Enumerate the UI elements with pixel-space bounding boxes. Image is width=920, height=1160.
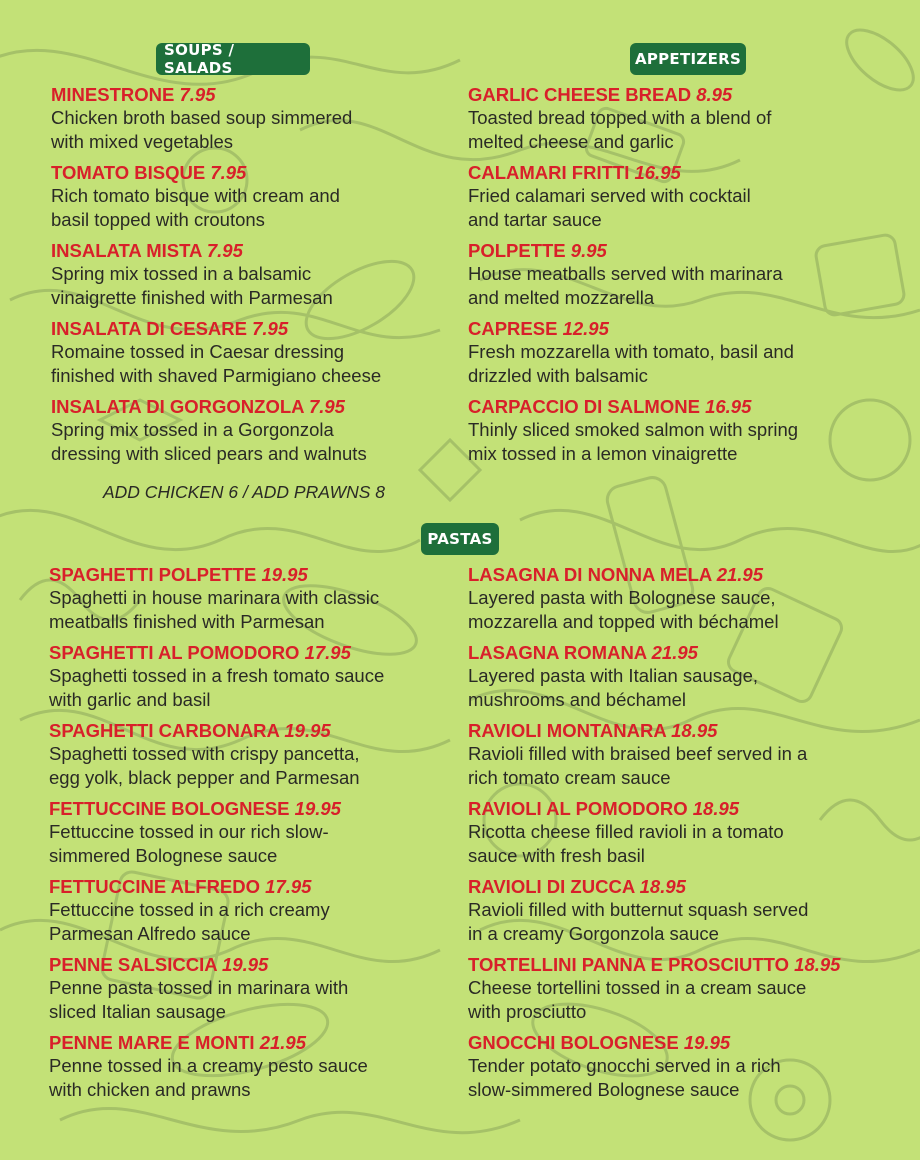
menu-item-name: CALAMARI FRITTI [468, 162, 630, 183]
menu-item-name: INSALATA MISTA [51, 240, 202, 261]
menu-item-name: CAPRESE [468, 318, 558, 339]
menu-item-description-line: Romaine tossed in Caesar dressing [51, 341, 345, 362]
menu-item-title [51, 162, 381, 184]
menu-item-description-line: egg yolk, black pepper and Parmesan [49, 766, 360, 788]
menu-item-description-line: Rich tomato bisque with cream and [51, 185, 340, 206]
menu-item-price: 18.95 [671, 720, 718, 741]
menu-item-description-line: Tender potato gnocchi served in a rich [468, 1055, 781, 1076]
menu-item-description-line: Layered pasta with Italian sausage, [468, 665, 759, 686]
menu-item [468, 84, 798, 153]
menu-item-price: 17.95 [304, 642, 351, 663]
menu-item-title [468, 798, 840, 820]
menu-item-description-line: Parmesan Alfredo sauce [49, 922, 251, 944]
menu-item-title [49, 954, 384, 976]
menu-item-title [468, 1032, 840, 1054]
menu-item-name: GARLIC CHEESE BREAD [468, 84, 692, 105]
menu-item [49, 954, 384, 1023]
menu-item-price: 17.95 [265, 876, 312, 897]
menu-item-price: 7.95 [179, 84, 216, 105]
menu-item-name: POLPETTE [468, 240, 566, 261]
menu-item [51, 240, 381, 309]
menu-item-price: 18.95 [639, 876, 686, 897]
menu-item-description-line: mozzarella and topped with béchamel [468, 610, 779, 632]
menu-item-name: PENNE SALSICCIA [49, 954, 217, 975]
menu-item-description-line: drizzled with balsamic [468, 364, 648, 386]
menu-item-description-line: Cheese tortellini tossed in a cream sauce [468, 977, 807, 998]
menu-item-description-line: Fettuccine tossed in a rich creamy [49, 899, 330, 920]
menu-item-description-line: with chicken and prawns [49, 1078, 251, 1100]
menu-item-title [51, 318, 381, 340]
menu-item-title [468, 396, 798, 418]
menu-item-name: LASAGNA ROMANA [468, 642, 647, 663]
section-header-soups: SOUPS / SALADS [156, 43, 310, 75]
menu-item-description-line: finished with shaved Parmigiano cheese [51, 364, 382, 386]
menu-item-description-line: Spaghetti in house marinara with classic [49, 587, 380, 608]
menu-item-price: 19.95 [683, 1032, 731, 1053]
menu-item-title [468, 318, 798, 340]
menu-item-description-line: Spring mix tossed in a Gorgonzola [51, 419, 334, 440]
menu-item-price: 7.95 [252, 318, 289, 339]
menu-item-title [468, 162, 798, 184]
menu-item-price: 19.95 [294, 798, 341, 819]
menu-item-price: 18.95 [794, 954, 841, 975]
menu-item-title [468, 876, 840, 898]
menu-item [49, 876, 384, 945]
menu-item-description-line: simmered Bolognese sauce [49, 844, 278, 866]
menu-item-description-line: Penne pasta tossed in marinara with [49, 977, 349, 998]
menu-item-description-line: Spring mix tossed in a balsamic [51, 263, 312, 284]
menu-item-description-line: Fresh mozzarella with tomato, basil and [468, 341, 794, 362]
menu-item-description-line: Penne tossed in a creamy pesto sauce [49, 1055, 368, 1076]
menu-item-title [51, 84, 381, 106]
menu-item-description-line: with mixed vegetables [51, 130, 234, 152]
menu-item-description-line: Thinly sliced smoked salmon with spring [468, 419, 799, 440]
menu-item [468, 318, 798, 387]
menu-item-name: GNOCCHI BOLOGNESE [468, 1032, 679, 1053]
soups-salads-column [51, 84, 381, 474]
menu-item [468, 642, 840, 711]
menu-item-title [49, 564, 384, 586]
menu-item [51, 318, 381, 387]
menu-item [49, 798, 384, 867]
menu-item-price: 19.95 [284, 720, 331, 741]
menu-item [468, 876, 840, 945]
menu-item-name: RAVIOLI DI ZUCCA [468, 876, 635, 897]
menu-item-title [468, 240, 798, 262]
menu-item-price: 7.95 [308, 396, 345, 417]
menu-item-description-line: with garlic and basil [49, 688, 211, 710]
menu-item-description-line: sauce with fresh basil [468, 844, 645, 866]
menu-item-description-line: melted cheese and garlic [468, 130, 674, 152]
menu-item [49, 642, 384, 711]
menu-item-name: TORTELLINI PANNA E PROSCIUTTO [468, 954, 790, 975]
menu-item [468, 240, 798, 309]
menu-item-description-line: Fettuccine tossed in our rich slow- [49, 821, 329, 842]
menu-item [49, 564, 384, 633]
menu-item-description-line: in a creamy Gorgonzola sauce [468, 922, 719, 944]
menu-item-name: SPAGHETTI POLPETTE [49, 564, 257, 585]
appetizers-column [468, 84, 798, 474]
menu-item-description-line: House meatballs served with marinara [468, 263, 783, 284]
menu-item-title [468, 954, 840, 976]
menu-item-price: 8.95 [696, 84, 733, 105]
menu-item-description-line: and melted mozzarella [468, 286, 655, 308]
menu-item-title [468, 84, 798, 106]
menu-item-price: 16.95 [705, 396, 752, 417]
pastas-right-column [468, 564, 840, 1110]
menu-item [468, 396, 798, 465]
menu-item-name: RAVIOLI MONTANARA [468, 720, 666, 741]
menu-item [468, 1032, 840, 1101]
menu-item-description-line: Layered pasta with Bolognese sauce, [468, 587, 776, 608]
menu-item-description-line: dressing with sliced pears and walnuts [51, 442, 367, 464]
menu-item-name: FETTUCCINE ALFREDO [49, 876, 261, 897]
menu-item [49, 720, 384, 789]
menu-item-title [468, 720, 840, 742]
menu-item-price: 18.95 [692, 798, 740, 819]
menu-item [468, 564, 840, 633]
menu-item-description-line: Ravioli filled with braised beef served in a [468, 743, 808, 764]
menu-item-price: 12.95 [562, 318, 609, 339]
menu-item-price: 9.95 [570, 240, 607, 261]
menu-item-name: LASAGNA DI NONNA MELA [468, 564, 712, 585]
menu-item-name: INSALATA DI CESARE [51, 318, 247, 339]
menu-item-name: RAVIOLI AL POMODORO [468, 798, 688, 819]
addon-note: ADD CHICKEN 6 / ADD PRAWNS 8 [103, 482, 385, 502]
menu-item-name: FETTUCCINE BOLOGNESE [49, 798, 290, 819]
menu-item-title [51, 396, 381, 418]
menu-item-title [49, 876, 384, 898]
section-header-appetizers: APPETIZERS [630, 43, 746, 75]
menu-item-title [51, 240, 381, 262]
menu-item-description-line: basil topped with croutons [51, 208, 265, 230]
menu-item [468, 162, 798, 231]
menu-item-price: 7.95 [206, 240, 243, 261]
menu-item-description-line: Chicken broth based soup simmered [51, 107, 353, 128]
menu-item-description-line: mushrooms and béchamel [468, 688, 686, 710]
menu-item [51, 396, 381, 465]
menu-item [51, 84, 381, 153]
menu-item-name: INSALATA DI GORGONZOLA [51, 396, 304, 417]
menu-item-title [49, 798, 384, 820]
menu-item-title [49, 720, 384, 742]
menu-item-description-line: Ricotta cheese filled ravioli in a tomato [468, 821, 784, 842]
menu-item-description-line: Spaghetti tossed with crispy pancetta, [49, 743, 360, 764]
section-header-pastas: PASTAS [421, 523, 499, 555]
menu-item-description-line: Spaghetti tossed in a fresh tomato sauce [49, 665, 385, 686]
menu-item-price: 7.95 [210, 162, 247, 183]
menu-item-title [468, 564, 840, 586]
menu-item-price: 19.95 [222, 954, 269, 975]
menu-item-name: SPAGHETTI CARBONARA [49, 720, 280, 741]
menu-item-price: 16.95 [634, 162, 681, 183]
menu-item [468, 954, 840, 1023]
pastas-left-column [49, 564, 384, 1110]
menu-item-description-line: Fried calamari served with cocktail [468, 185, 751, 206]
menu-item-description-line: Toasted bread topped with a blend of [468, 107, 772, 128]
menu-item [468, 720, 840, 789]
menu-item-name: TOMATO BISQUE [51, 162, 206, 183]
menu-item-description-line: Ravioli filled with butternut squash served [468, 899, 809, 920]
menu-item-description-line: rich tomato cream sauce [468, 766, 671, 788]
menu-item-description-line: vinaigrette finished with Parmesan [51, 286, 333, 308]
menu-item-name: SPAGHETTI AL POMODORO [49, 642, 300, 663]
menu-item-name: PENNE MARE E MONTI [49, 1032, 255, 1053]
menu-item-description-line: and tartar sauce [468, 208, 602, 230]
menu-item-description-line: sliced Italian sausage [49, 1000, 226, 1022]
menu-item-description-line: mix tossed in a lemon vinaigrette [468, 442, 738, 464]
menu-item-price: 21.95 [716, 564, 764, 585]
menu-item-price: 19.95 [261, 564, 308, 585]
menu-item-name: CARPACCIO DI SALMONE [468, 396, 700, 417]
menu-item-description-line: slow-simmered Bolognese sauce [468, 1078, 740, 1100]
menu-item-title [49, 642, 384, 664]
menu-item-name: MINESTRONE [51, 84, 175, 105]
menu-item-description-line: with prosciutto [468, 1000, 587, 1022]
menu-item-description-line: meatballs finished with Parmesan [49, 610, 325, 632]
menu-item [51, 162, 381, 231]
menu-item-title [49, 1032, 384, 1054]
menu-item-price: 21.95 [259, 1032, 307, 1053]
menu-item [49, 1032, 384, 1101]
menu-item [468, 798, 840, 867]
menu-item-price: 21.95 [651, 642, 698, 663]
menu-item-title [468, 642, 840, 664]
